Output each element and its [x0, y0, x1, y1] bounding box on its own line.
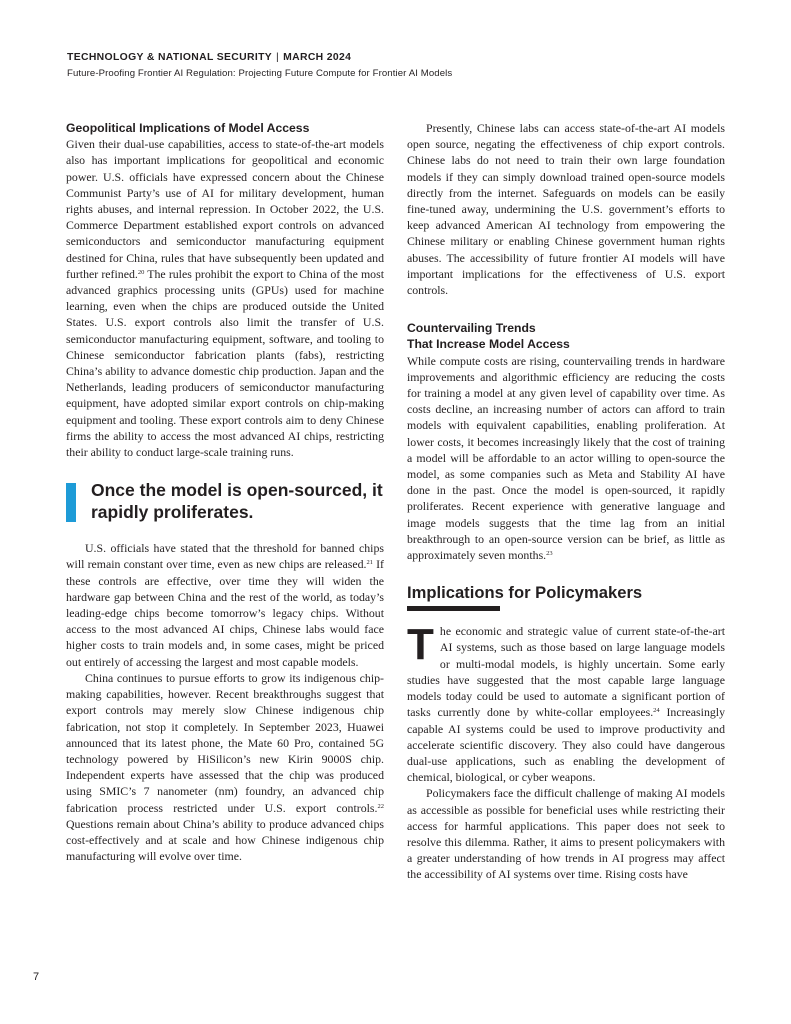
pull-quote-text: Once the model is open-sourced, it rapidly proliferates. [91, 480, 383, 522]
paragraph-right-2 [407, 353, 725, 564]
text-run: Increasingly capable AI systems could be used to improve productivity and accelerate scientific discovery. They also could have dangerous dual-use applications, such as enabling the development of chemical, biological, or cyber weapons. [407, 705, 725, 785]
left-column [66, 120, 384, 864]
header-subtitle: Future-Proofing Frontier AI Regulation: Projecting Future Compute for Frontier AI Models [67, 68, 453, 79]
footnote-ref[interactable]: 22 [377, 802, 384, 810]
paragraph-right-3 [407, 620, 725, 785]
pull-quote [66, 480, 384, 523]
header-series-line [67, 52, 757, 63]
pull-quote-accent-bar [66, 483, 76, 522]
paragraph-right-4: Policymakers face the difficult challenge of making AI models as accessible as possible for beneficial uses while restricting their access for harmful applications. This paper does not seek to resolve this dilemma. Rather, it aims to present policymakers with a greater understanding of how trends in AI progress may affect the accessibility of AI systems over time. Rising costs have [407, 786, 725, 882]
text-run: he economic and strategic value of current state-of-the-art AI systems, such as those based on large language models or multi-modal models, is highly uncertain. Some early studies have suggested that the most capable large language models today could be used to automate a significant portion of tasks currently done by white-collar employees. [407, 624, 725, 720]
footnote-ref[interactable]: 21 [366, 559, 373, 567]
header-separator: | [276, 52, 280, 63]
text-run: U.S. officials have stated that the threshold for banned chips will remain constant over time, even as new chips are released. [66, 541, 384, 572]
heading-line-2: That Increase Model Access [407, 337, 570, 352]
running-header [67, 52, 757, 79]
text-run: While compute costs are rising, countervailing trends in hardware improvements and algorithmic efficiency are reducing the costs for training a model at any given level of capability over time. As costs decline, an increasing number of actors can afford to train models with equivalent capabilities, enabling proliferation. At lower costs, it becomes increasingly likely that the cost of training a model will be affordable to an actor willing to open-source the model, as some companies such as Meta and Stability AI have done in the past. Once the model is open-sourced, it rapidly proliferates. Recent experience with generative language and image models suggests that the time lag from an initial breakthrough to an open-source version can be brief, as little as approximately seven months. [407, 353, 725, 563]
footnote-ref[interactable]: 24 [653, 707, 660, 715]
text-run: If these controls are effective, over time they will widen the hardware gap between China and the rest of the world, as today’s leading-edge chips become tomorrow’s legacy chips. Without access to the most advanced AI chips, Chinese labs would face higher costs to train models and, in some cases, might be priced out entirely of accessing the largest and most capable models. [66, 557, 385, 669]
section-title-rule [407, 606, 500, 611]
text-run: The rules prohibit the export to China of the most advanced graphics processing units (GPUs) used for machine learning, even when the chips are produced outside the United States. U.S. export controls also limit the transfer of U.S. semiconductor manufacturing equipment, software, and tooling to Chinese semiconductor fabrication plants (fabs), restricting China’s ability to advance domestic chip production. Japan and the Netherlands, leading producers of semiconductor manufacturing equipment, have adopted similar export controls on chip-making equipment and tooling. These export controls aim to deny Chinese firms the ability to access the most advanced AI chips, restricting their ability to conduct large-scale training runs. [66, 266, 384, 460]
right-column [407, 120, 725, 883]
section-title-policymakers: Implications for Policymakers [407, 583, 643, 603]
paragraph-left-1 [66, 136, 384, 460]
footnote-ref[interactable]: 20 [137, 268, 145, 276]
drop-cap: T [407, 620, 434, 670]
heading-line-1: Countervailing Trends [407, 321, 536, 336]
header-series: TECHNOLOGY & NATIONAL SECURITY [67, 52, 273, 63]
text-run: Questions remain about China’s ability to produce advanced chips cost-effectively and at scale and how Chinese indigenous chip manufacturing will evolve over time. [66, 816, 384, 864]
text-run: China continues to pursue efforts to grow its indigenous chip-making capabilities, however. Recent breakthroughs suggest that export controls may merely slow Chinese indigenous chip fabrication, not stop it completely. In September 2023, Huawei announced that its latest phone, the Mate 60 Pro, contained 5G technology powered by HiSilicon’s new Kirin 9000S chip. Independent experts have assessed that the chip was produced using SMIC’s 7 nanometer (nm) foundry, an advanced chip fabrication process restricted under U.S. export controls. [66, 670, 384, 815]
paragraph-left-3 [66, 670, 384, 864]
text-run: Given their dual-use capabilities, access to state-of-the-art models also has important implications for geopolitical and economic power. U.S. officials have expressed concern about the Chinese Communist Party’s use of AI for military development, human rights abuses, and internal repression. In October 2022, the U.S. Commerce Department established export controls on advanced semiconductors and semiconductor manufacturing equipment destined for China, rules that have subsequently been updated and further refined. [66, 137, 384, 281]
paragraph-left-2 [66, 540, 384, 670]
header-date: MARCH 2024 [283, 52, 352, 63]
section-heading-geopolitical: Geopolitical Implications of Model Access [66, 121, 310, 135]
page-number: 7 [33, 971, 40, 983]
section-heading-countervailing [407, 320, 725, 352]
footnote-ref[interactable]: 23 [546, 550, 553, 558]
paragraph-right-1: Presently, Chinese labs can access state-of-the-art AI models open source, negating the effectiveness of chip export controls. Chinese labs do not need to train their own large foundation models if they can simply download trained open-source models directly from the internet. Safeguards on models can be easily fine-tuned away, undermining the U.S. government’s efforts to keep advanced American AI technology from empowering the Chinese military or enabling Chinese government human rights abuses. The accessibility of future frontier AI models will have important implications for the effectiveness of U.S. export controls. [407, 121, 725, 298]
